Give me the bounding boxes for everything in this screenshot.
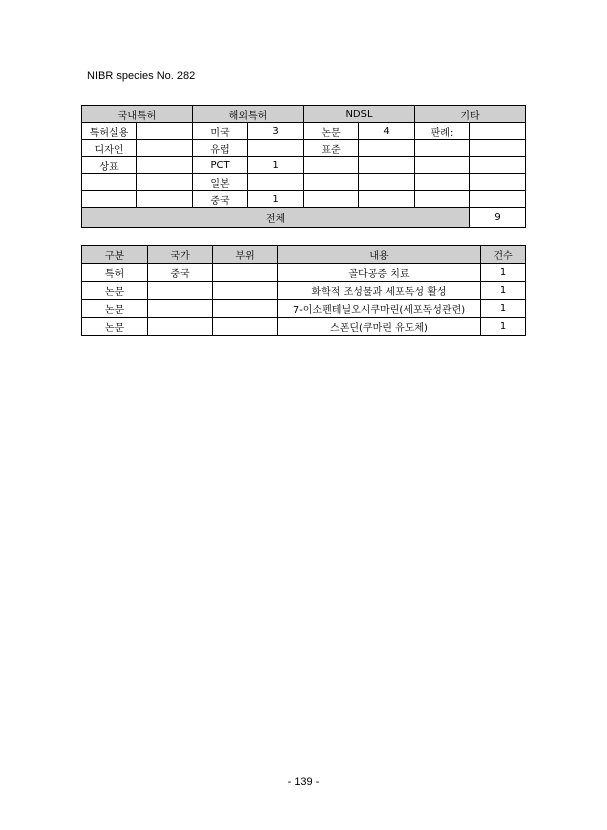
stats-cell bbox=[359, 157, 415, 174]
stats-total-row bbox=[82, 208, 526, 228]
stats-cell bbox=[470, 123, 526, 140]
stats-cell bbox=[470, 140, 526, 157]
header-count: 건수 bbox=[481, 246, 526, 264]
header-category: 구분 bbox=[82, 246, 148, 264]
detail-row bbox=[82, 318, 526, 336]
stats-cell bbox=[137, 123, 193, 140]
detail-content: 7-이소펜테닐오시쿠마린(세포독성관련) bbox=[278, 300, 481, 318]
stats-cell: 유럽 bbox=[193, 140, 248, 157]
stats-cell bbox=[470, 191, 526, 208]
header-domestic-patent: 국내특허 bbox=[82, 106, 193, 123]
stats-cell bbox=[359, 140, 415, 157]
detail-row bbox=[82, 282, 526, 300]
detail-count: 1 bbox=[481, 282, 526, 300]
stats-cell bbox=[359, 174, 415, 191]
detail-row bbox=[82, 300, 526, 318]
detail-count: 1 bbox=[481, 318, 526, 336]
stats-row bbox=[82, 157, 526, 174]
stats-cell: 4 bbox=[359, 123, 415, 140]
stats-cell bbox=[248, 174, 304, 191]
detail-country bbox=[148, 300, 213, 318]
stats-cell bbox=[82, 174, 137, 191]
stats-cell: 중국 bbox=[193, 191, 248, 208]
stats-cell bbox=[137, 174, 193, 191]
detail-category: 논문 bbox=[82, 300, 148, 318]
stats-cell: 판례: bbox=[415, 123, 470, 140]
stats-cell: 3 bbox=[248, 123, 304, 140]
stats-cell bbox=[415, 157, 470, 174]
stats-row bbox=[82, 123, 526, 140]
detail-part bbox=[213, 300, 278, 318]
detail-country: 중국 bbox=[148, 264, 213, 282]
stats-cell bbox=[304, 174, 359, 191]
stats-cell bbox=[248, 140, 304, 157]
header-ndsl: NDSL bbox=[304, 106, 415, 123]
detail-content: 골다공증 치료 bbox=[278, 264, 481, 282]
stats-cell bbox=[415, 174, 470, 191]
detail-count: 1 bbox=[481, 264, 526, 282]
detail-part bbox=[213, 264, 278, 282]
stats-table bbox=[81, 105, 526, 228]
stats-cell: 일본 bbox=[193, 174, 248, 191]
stats-row bbox=[82, 191, 526, 208]
header-country: 국가 bbox=[148, 246, 213, 264]
total-label: 전체 bbox=[82, 208, 470, 228]
detail-count: 1 bbox=[481, 300, 526, 318]
stats-cell: 1 bbox=[248, 157, 304, 174]
stats-cell bbox=[415, 191, 470, 208]
detail-content: 화학적 조성물과 세포독성 활성 bbox=[278, 282, 481, 300]
detail-category: 특허 bbox=[82, 264, 148, 282]
species-label: NIBR species No. 282 bbox=[87, 70, 196, 82]
detail-table bbox=[81, 245, 526, 336]
stats-cell: 1 bbox=[248, 191, 304, 208]
header-part: 부위 bbox=[213, 246, 278, 264]
detail-category: 논문 bbox=[82, 282, 148, 300]
detail-content: 스폰딘(쿠마린 유도체) bbox=[278, 318, 481, 336]
total-value: 9 bbox=[470, 208, 526, 228]
header-other: 기타 bbox=[415, 106, 526, 123]
stats-cell: 디자인 bbox=[82, 140, 137, 157]
header-foreign-patent: 해외특허 bbox=[193, 106, 304, 123]
stats-row bbox=[82, 140, 526, 157]
stats-cell: PCT bbox=[193, 157, 248, 174]
stats-cell bbox=[137, 191, 193, 208]
stats-cell bbox=[137, 157, 193, 174]
stats-cell bbox=[359, 191, 415, 208]
page-number: - 139 - bbox=[287, 776, 320, 788]
header-content: 내용 bbox=[278, 246, 481, 264]
stats-header-row bbox=[82, 106, 526, 123]
detail-header-row bbox=[82, 246, 526, 264]
detail-category: 논문 bbox=[82, 318, 148, 336]
stats-cell bbox=[304, 157, 359, 174]
stats-cell bbox=[415, 140, 470, 157]
stats-cell bbox=[82, 191, 137, 208]
stats-row bbox=[82, 174, 526, 191]
stats-cell: 미국 bbox=[193, 123, 248, 140]
detail-row bbox=[82, 264, 526, 282]
detail-part bbox=[213, 318, 278, 336]
stats-cell: 상표 bbox=[82, 157, 137, 174]
detail-country bbox=[148, 282, 213, 300]
stats-cell bbox=[470, 157, 526, 174]
stats-cell: 특허실용 bbox=[82, 123, 137, 140]
detail-part bbox=[213, 282, 278, 300]
stats-cell bbox=[470, 174, 526, 191]
detail-country bbox=[148, 318, 213, 336]
stats-cell: 논문 bbox=[304, 123, 359, 140]
stats-cell: 표준 bbox=[304, 140, 359, 157]
stats-cell bbox=[137, 140, 193, 157]
stats-cell bbox=[304, 191, 359, 208]
